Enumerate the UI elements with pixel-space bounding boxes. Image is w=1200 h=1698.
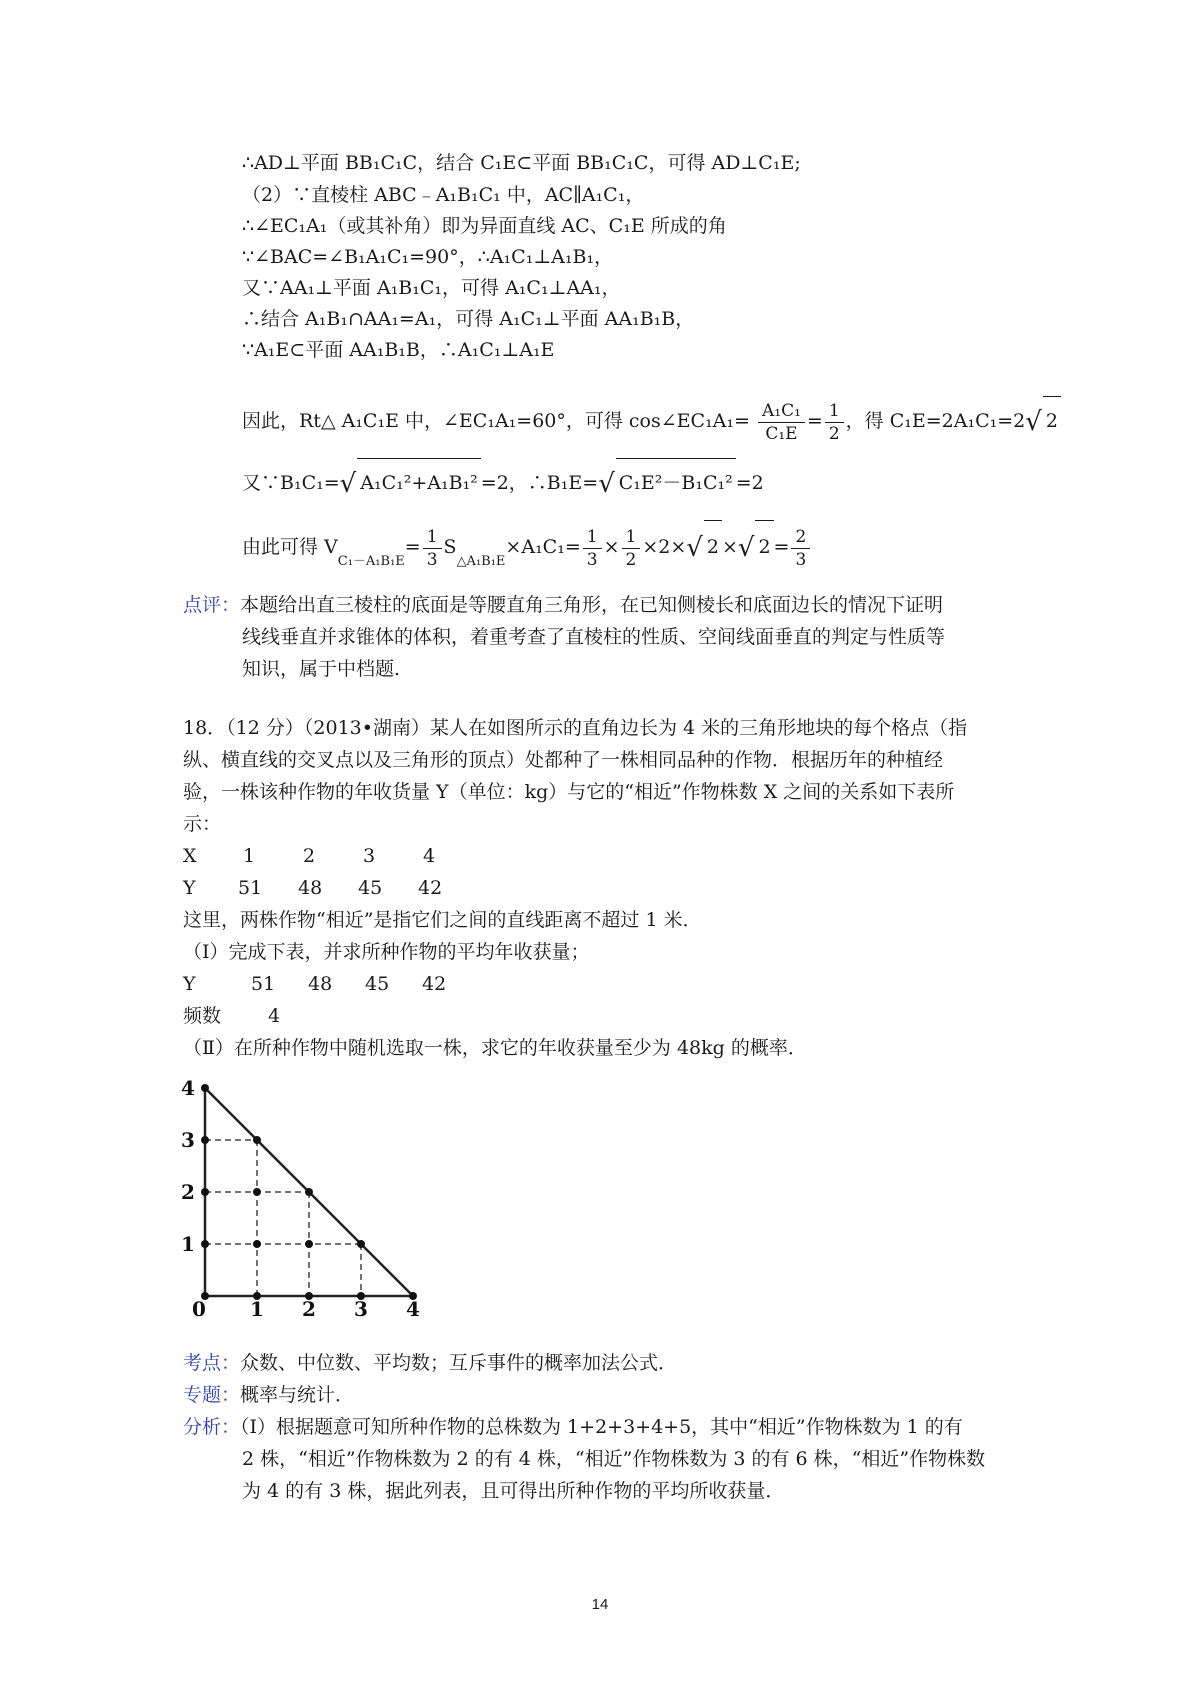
table-2-freq-value: 4 [268, 1005, 281, 1027]
kaodian-label: 考点： [183, 1352, 241, 1374]
review-text-1: 本题给出直三棱柱的底面是等腰直角三角形，在已知侧棱长和底面边长的情况下证明 [240, 594, 944, 616]
table-1-x-row [183, 841, 483, 871]
problem-18-line-7: （Ⅱ）在所种作物中随机选取一株，求它的年收获量至少为 48kg 的概率． [183, 1037, 807, 1059]
fraction-a1c1-over-c1e [758, 400, 805, 445]
fraction-numerator: 1 [423, 526, 442, 549]
zhuanti-text: 概率与统计． [240, 1384, 355, 1406]
sqrt-icon: √ [598, 469, 615, 499]
volume-subscript: C₁－A₁B₁E [337, 554, 405, 569]
table-1-y-value: 45 [358, 877, 383, 899]
zhuanti-line [183, 1380, 354, 1410]
sqrt-radicand: C₁E²－B₁C₁² [616, 458, 736, 507]
proof-line-7: ∵A₁E⊂平面 AA₁B₁B，∴A₁C₁⊥A₁E [242, 339, 555, 361]
proof-line-9-result: =2 [735, 472, 764, 494]
x-label: 1 [250, 1297, 264, 1318]
fraction-numerator: 1 [825, 400, 844, 423]
y-label: 2 [181, 1180, 195, 1204]
fraction-numerator: 1 [622, 526, 641, 549]
table-2-y-value: 51 [251, 973, 276, 995]
triangle-grid-figure [180, 1068, 430, 1318]
fraction-numerator: 1 [583, 526, 602, 549]
fraction-denominator: 2 [828, 423, 840, 444]
table-1-x-value: 2 [303, 845, 316, 867]
problem-18-line-2: 纵、横直线的交叉点以及三角形的顶点）处都种了一株相同品种的作物．根据历年的种植经 [183, 749, 944, 771]
fenxi-line-3: 为 4 的有 3 株，据此列表，且可得出所种作物的平均所收获量． [242, 1480, 785, 1502]
table-2-y-value: 45 [365, 973, 390, 995]
fraction-two-thirds [791, 526, 810, 571]
proof-line-10-tail: ×2× [642, 536, 687, 558]
table-2-y-value: 48 [308, 973, 333, 995]
table-2-freq-row [183, 1001, 325, 1031]
fraction-one-third-b [583, 526, 602, 571]
proof-line-8-result: ，得 C₁E=2A₁C₁=2 [845, 410, 1026, 432]
table-2-y-value: 42 [422, 973, 447, 995]
y-label: 1 [181, 1232, 195, 1256]
sqrt-icon: √ [339, 469, 357, 499]
equals-sign: = [773, 536, 790, 558]
fenxi-label: 分析： [183, 1416, 241, 1438]
problem-18-line-5: 这里，两株作物“相近”是指它们之间的直线距离不超过 1 米． [183, 909, 702, 931]
review-line-2: 线线垂直并求锥体的体积，着重考查了直棱柱的性质、空间线面垂直的判定与性质等 [242, 626, 946, 648]
dashed-grid-lines [205, 1140, 361, 1296]
fraction-denominator: 3 [426, 549, 438, 570]
review-label: 点评： [183, 594, 241, 616]
fraction-denominator: 2 [625, 549, 637, 570]
table-1-y-row [183, 873, 478, 903]
problem-18-line-1: 18．（12 分）（2013•湖南）某人在如图所示的直角边长为 4 米的三角形地块的每个格点（指 [183, 717, 968, 739]
equals-sign: = [404, 536, 421, 558]
table-1-x-label: X [183, 845, 197, 867]
problem-18-line-6: （Ⅰ）完成下表，并求所种作物的平均年收获量； [183, 941, 590, 963]
sqrt-icon: √ [737, 533, 755, 563]
fenxi-line-2: 2 株，“相近”作物株数为 2 的有 4 株，“相近”作物株数为 3 的有 6 株，“相近”作物株数 [242, 1448, 986, 1470]
proof-line-1: ∴AD⊥平面 BB₁C₁C，结合 C₁E⊂平面 BB₁C₁C，可得 AD⊥C₁E; [242, 152, 801, 174]
sqrt-radicand: 2 [755, 520, 773, 573]
review-line-1 [183, 590, 943, 620]
problem-18-line-4: 示： [183, 813, 222, 835]
axis-labels [181, 1076, 420, 1318]
sqrt-icon: √ [686, 533, 703, 563]
sqrt-icon: √ [1025, 407, 1042, 437]
review-line-3: 知识，属于中档题. [242, 658, 401, 680]
fraction-denominator: 3 [586, 549, 598, 570]
problem-18-line-3: 验，一株该种作物的年收货量 Y（单位：kg）与它的“相近”作物株数 X 之间的关系如下表所 [183, 781, 955, 803]
fenxi-line-1 [183, 1412, 963, 1442]
fraction-one-third [423, 526, 442, 571]
proof-line-8-text: 因此，Rt△ A₁C₁E 中，∠EC₁A₁=60°，可得 cos∠EC₁A₁= [242, 410, 750, 432]
proof-line-6: ∴结合 A₁B₁∩AA₁=A₁，可得 A₁C₁⊥平面 AA₁B₁B， [242, 308, 695, 330]
kaodian-line [183, 1348, 677, 1378]
volume-label: 由此可得 V [242, 536, 338, 558]
x-label: 0 [192, 1297, 206, 1318]
fraction-denominator: C₁E [765, 423, 798, 444]
sqrt-radicand: 2 [1043, 396, 1061, 445]
table-1-y-label: Y [183, 877, 196, 899]
sqrt-radicand: 2 [704, 520, 722, 573]
page-number: 14 [591, 1596, 609, 1613]
fraction-one-half-b [622, 526, 641, 571]
zhuanti-label: 专题： [183, 1384, 241, 1406]
table-1-y-value: 48 [298, 877, 323, 899]
proof-line-9-mid: =2，∴B₁E= [480, 472, 599, 494]
fraction-one-half [825, 400, 844, 445]
proof-line-9-text: 又∵B₁C₁= [242, 472, 340, 494]
proof-line-8: 因此，Rt△ A₁C₁E 中，∠EC₁A₁=60°，可得 cos∠EC₁A₁= $\frac{\text{A₁C₁}}{\text{C₁E}}$ = $\frac{1}{2}$ ，得 C₁E=2A₁C₁=2√ 2 [242, 396, 1061, 446]
y-label: 3 [181, 1128, 195, 1152]
table-1-x-value: 4 [423, 845, 436, 867]
fraction-denominator: 3 [795, 549, 807, 570]
x-label: 4 [406, 1297, 420, 1318]
proof-line-10-mid: ×A₁C₁= [505, 536, 581, 558]
table-1-y-value: 51 [238, 877, 263, 899]
proof-line-9 [242, 458, 764, 508]
fenxi-text-1: （Ⅰ）根据题意可知所种作物的总株数为 1+2+3+4+5，其中“相近”作物株数为 1 的有 [240, 1416, 963, 1438]
area-subscript: △A₁B₁E [456, 554, 506, 569]
table-2-freq-label: 频数 [183, 1005, 222, 1027]
proof-line-3: ∴∠EC₁A₁（或其补角）即为异面直线 AC、C₁E 所成的角 [242, 215, 727, 237]
proof-line-5: 又∵AA₁⊥平面 A₁B₁C₁，可得 A₁C₁⊥AA₁， [242, 277, 621, 299]
proof-line-4: ∵∠BAC=∠B₁A₁C₁=90°，∴A₁C₁⊥A₁B₁， [242, 246, 614, 268]
area-symbol: S [443, 536, 457, 558]
proof-line-2: （2）∵直棱柱 ABC﹣A₁B₁C₁ 中，AC∥A₁C₁， [242, 184, 645, 206]
fraction-numerator: 2 [791, 526, 810, 549]
kaodian-text: 众数、中位数、平均数；互斥事件的概率加法公式． [240, 1352, 678, 1374]
table-1-x-value: 3 [363, 845, 376, 867]
x-label: 2 [302, 1297, 316, 1318]
sqrt-radicand: A₁C₁²+A₁B₁² [357, 458, 481, 507]
x-label: 3 [354, 1297, 368, 1318]
table-2-y-label: Y [183, 973, 196, 995]
proof-line-10: 由此可得 $V_{C_1-A_1B_1E}=$ $\frac{1}{3}$ $S_{\triangle A_1B_1E}\times A_1C_1=$ $\frac{1}{3}$ × $\frac{1}{2}$ ×2×√ 2 ×√ 2 = $\frac{2}{3}$ [242, 520, 812, 574]
fraction-numerator: A₁C₁ [758, 400, 805, 423]
table-2-y-row [183, 969, 479, 999]
table-1-y-value: 42 [418, 877, 443, 899]
table-1-x-value: 1 [243, 845, 256, 867]
y-label: 4 [181, 1076, 195, 1100]
